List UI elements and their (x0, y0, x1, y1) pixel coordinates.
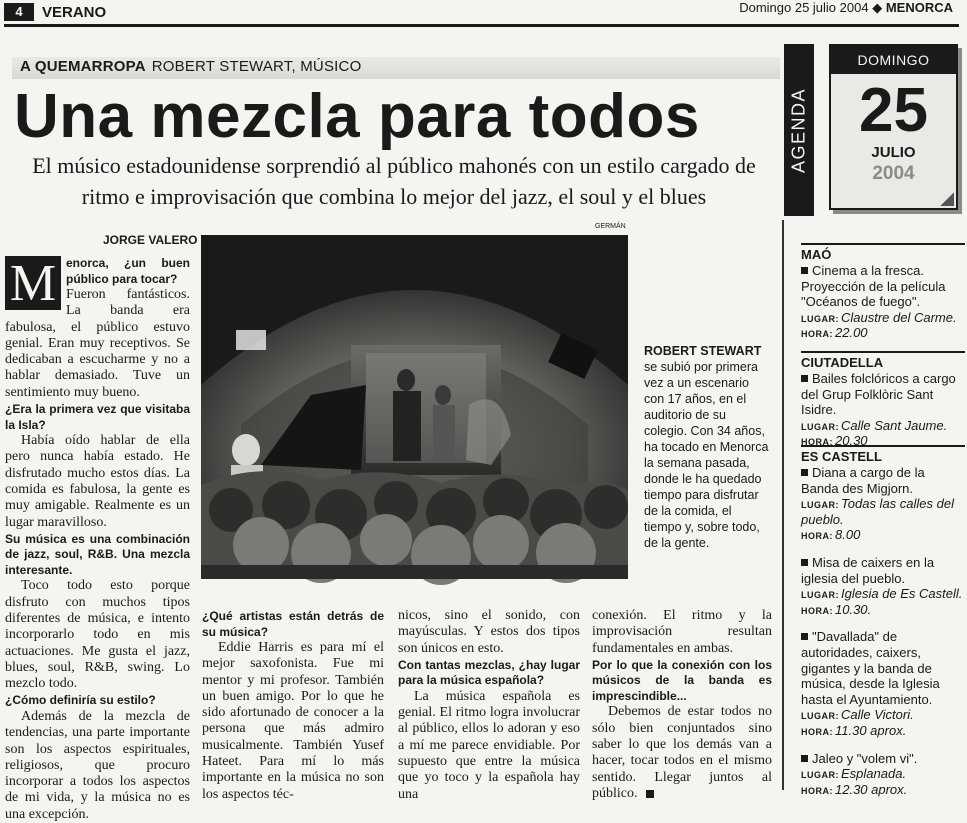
agenda-town: CIUTADELLA (801, 351, 965, 370)
article-column-3 (398, 608, 580, 803)
agenda-place: Esplanada. (841, 766, 907, 782)
place-key: LUGAR: (801, 313, 839, 324)
lead-question: enorca, ¿un buen público para tocar? (66, 256, 190, 286)
subheadline: El músico estadounidense sorprendió al público mahonés con un estilo cargado de ritmo e improvisación que combina lo mejor del jazz, el soul y el blues (32, 153, 756, 209)
answer-paragraph: Fueron fantásticos. La banda era fabulosa, el público estuvo genial. Eran muy receptivos. Se dedicaban a escucharme y no a hablar demasiado. Tuve un sentimiento muy bueno. (5, 287, 190, 400)
agenda-time: 20.30 (835, 433, 868, 449)
kicker (20, 58, 361, 75)
agenda-event-description: Cinema a la fresca. Proyección de la película "Océanos de fuego". (801, 263, 965, 310)
dropcap: M (5, 256, 61, 310)
answer-paragraph: Además de la mezcla de tendencias, una parte importante son los aspectos espirituales, religiosos, que procuro incorporar a todos los aspectos de mi vida, y la música no es una excepción. (5, 708, 190, 822)
photo-credit: GERMÁN (595, 223, 626, 230)
agenda-entry (801, 629, 965, 738)
interview-question: ¿Era la primera vez que visitaba la Isla? (5, 402, 190, 432)
photo-caption (644, 343, 772, 551)
byline: JORGE VALERO (103, 233, 198, 247)
time-key: HORA: (801, 785, 833, 796)
agenda-section-es-castell (801, 445, 965, 809)
concert-photo-illustration (201, 235, 628, 579)
agenda-time: 11.30 aprox. (835, 722, 907, 738)
article-column-4 (592, 608, 772, 802)
agenda-time: 22.00 (835, 325, 868, 341)
interview-question: Su música es una combinación de jazz, soul, R&B. Una mezcla interesante. (5, 531, 190, 577)
agenda-time: 10.30. (835, 601, 872, 617)
interview-question: Con tantas mezclas, ¿hay lugar para la música española? (398, 657, 580, 688)
kicker-person: ROBERT STEWART, MÚSICO (151, 58, 362, 75)
agenda-event-description: Misa de caixers en la iglesia del pueblo. (801, 555, 965, 586)
time-key: HORA: (801, 531, 833, 542)
interview-question: ¿Cómo definiría su estilo? (5, 693, 156, 708)
calendar-weekday: DOMINGO (831, 46, 956, 74)
header-rule (4, 24, 959, 27)
agenda-place: Calle Sant Jaume. (841, 417, 948, 433)
headline: Una mezcla para todos (14, 82, 700, 151)
interview-question: ¿Qué artistas están detrás de su música? (202, 609, 384, 639)
agenda-label: AGENDA (788, 87, 809, 173)
calendar-day: 25 (859, 76, 928, 145)
agenda-time: 12.30 aprox. (835, 781, 908, 797)
place-key: LUGAR: (801, 770, 839, 781)
agenda-place: Todas las calles del pueblo. (801, 496, 954, 527)
calendar-year: 2004 (872, 163, 915, 184)
time-key: HORA: (801, 437, 833, 448)
answer-paragraph: Había oído hablar de ella pero nunca había estado. He disfrutado mucho estos días. La comida es fabulosa, la gente es muy amigable. Realmente es un lugar maravilloso. (5, 433, 190, 530)
page-header (0, 0, 967, 26)
agenda-event-description: Jaleo y "volem vi". (801, 751, 965, 767)
answer-paragraph: nicos, sino el sonido, con mayúsculas. Y estos dos tipos son únicos en esto. (398, 608, 580, 656)
agenda-entry (801, 555, 965, 617)
time-key: HORA: (801, 605, 833, 616)
agenda-town: MAÓ (801, 243, 965, 262)
answer-paragraph: Eddie Harris es para mí el mejor saxofonista. Fue mi mentor y mi profesor. También un buen amigo. Por lo que he sido afortunado de conocer a la persona que más admiro musicalmente. También Yusef Hateet. Para mí lo más importante en la música no son los aspectos téc- (202, 640, 384, 802)
agenda-section-ciutadella (801, 351, 965, 449)
agenda-place: Claustre del Carme. (841, 309, 957, 325)
agenda-section-mao (801, 243, 965, 341)
answer-paragraph: Toco todo esto porque disfruto con muchos tipos diferentes de música, e intento incorporarlo todo en mis actuaciones. Me gusta el jazz, blues, soul, R&B, swing. Lo mezclo todo. (5, 578, 190, 692)
agenda-place: Calle Victori. (841, 707, 914, 723)
place-key: LUGAR: (801, 711, 839, 722)
article-column-2 (202, 608, 384, 803)
agenda-event-description: Bailes folclóricos a cargo del Grup Folklòric Sant Isidre. (801, 371, 965, 418)
column-divider (782, 220, 784, 790)
agenda-entry (801, 751, 965, 798)
calendar-month: JULIO (871, 144, 916, 161)
caption-name: ROBERT STEWART (644, 344, 762, 358)
calendar-widget (829, 44, 958, 210)
newspaper-name: MENORCA (885, 0, 953, 15)
page-number: 4 (4, 3, 34, 21)
agenda-time: 8.00 (835, 527, 861, 543)
issue-date: Domingo 25 julio 2004 (739, 0, 869, 15)
section-name: VERANO (42, 4, 107, 21)
agenda-event-description: Diana a cargo de la Banda des Migjorn. (801, 465, 965, 496)
agenda-event-description: "Davallada" de autoridades, caixers, gigantes y la banda de música, desde la Iglesia hasta el Ayuntamiento. (801, 629, 965, 707)
concert-photo (201, 235, 628, 579)
article-column-1 (5, 256, 190, 823)
place-key: LUGAR: (801, 500, 839, 511)
interview-question: Por lo que la conexión con los músicos de la banda es imprescindible... (592, 657, 772, 703)
end-mark-icon (646, 790, 654, 798)
place-key: LUGAR: (801, 590, 839, 601)
agenda-place: Iglesia de Es Castell. (841, 586, 963, 602)
diamond-icon: ◆ (872, 0, 883, 15)
answer-paragraph (592, 704, 772, 802)
caption-text: se subió por primera vez a un escenario con 17 años, en el auditorio de su colegio. Con 34 años, ha tocado en Menorca la semana pasada, donde le ha quedado tiempo para disfrutar de la comida, el tiempo y, sobre todo, de la gente. (644, 360, 769, 550)
kicker-label: A QUEMARROPA (20, 58, 146, 75)
agenda-entry (801, 465, 965, 543)
time-key: HORA: (801, 726, 833, 737)
answer-paragraph: conexión. El ritmo y la improvisación resultan fundamentales en ambas. (592, 608, 772, 656)
dateline (739, 0, 953, 16)
answer-paragraph: La música española es genial. El ritmo logra involucrar al público, ellos lo adoran y eso a mí me parece envidiable. Por supuesto que entre la música que yo toco y la española hay una (398, 688, 580, 802)
time-key: HORA: (801, 329, 833, 340)
answer-text: Debemos de estar todos no sólo bien conjuntados sino saber lo que los demás van a hacer, tocar todos en el mismo sentido. Llegar juntos al público. (592, 704, 772, 801)
place-key: LUGAR: (801, 421, 839, 432)
page-curl-icon (940, 192, 954, 206)
agenda-town: ES CASTELL (801, 445, 965, 464)
